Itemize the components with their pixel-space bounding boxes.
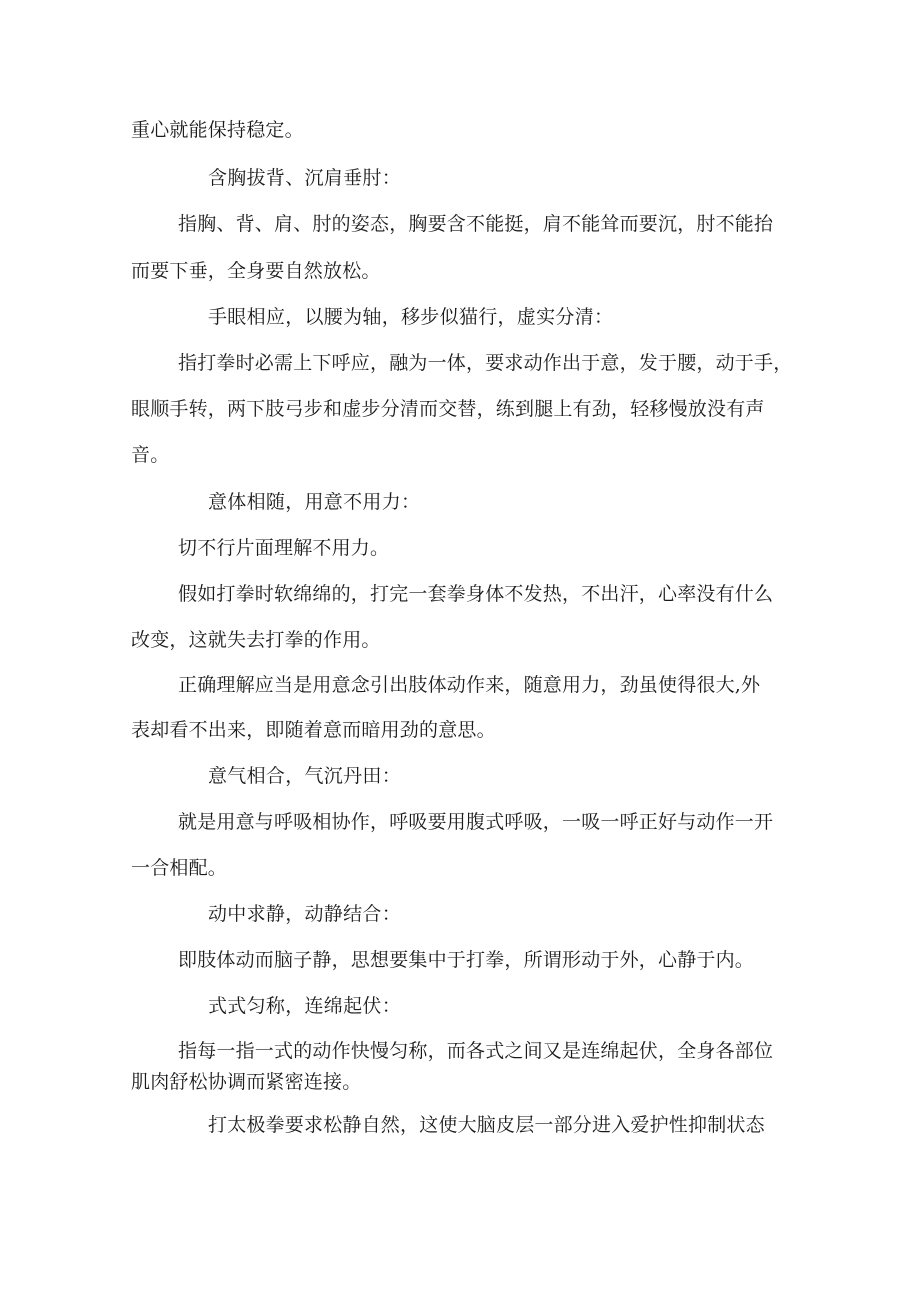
text-line: 改变，这就失去打拳的作用。	[131, 629, 381, 651]
text-line: 指胸、背、肩、肘的姿态，胸要含不能挺，肩不能耸而要沉，肘不能抬	[178, 213, 774, 235]
text-line: 而要下垂，全身要自然放松。	[131, 260, 381, 282]
section-heading: 含胸拔背、沉肩垂肘：	[208, 167, 402, 189]
text-line: 重心就能保持稳定。	[131, 119, 304, 141]
text-line: 一合相配。	[131, 857, 228, 879]
section-heading: 手眼相应，以腰为轴，移步似猫行，虚实分清：	[208, 306, 614, 328]
text-line: 指每一指一式的动作快慢匀称，而各式之间又是连绵起伏，全身各部位	[178, 1040, 774, 1062]
section-heading: 意气相合，气沉丹田：	[208, 765, 402, 787]
section-heading: 式式匀称，连绵起伏：	[208, 995, 402, 1017]
text-line: 肌肉舒松协调而紧密连接。	[131, 1071, 362, 1093]
text-line: 正确理解应当是用意念引出肢体动作来，随意用力，劲虽使得很大,外	[178, 674, 761, 696]
text-line: 眼顺手转，两下肢弓步和虚步分清而交替，练到腿上有劲，轻移慢放没有声	[131, 398, 765, 420]
text-line: 假如打拳时软绵绵的，打完一套拳身体不发热，不出汗，心率没有什么	[178, 583, 774, 605]
text-line: 切不行片面理解不用力。	[178, 537, 390, 559]
text-line: 打太极拳要求松静自然，这使大脑皮层一部分进入爱护性抑制状态	[208, 1114, 765, 1136]
text-line: 就是用意与呼吸相协作，呼吸要用腹式呼吸，一吸一呼正好与动作一开	[178, 811, 774, 833]
text-line: 表却看不出来，即随着意而暗用劲的意思。	[131, 719, 496, 741]
text-line: 指打拳时必需上下呼应，融为一体，要求动作出于意，发于腰，动于手，	[178, 352, 793, 374]
text-line: 即肢体动而脑子静，思想要集中于打拳，所谓形动于外，心静于内。	[178, 949, 755, 971]
section-heading: 动中求静，动静结合：	[208, 903, 402, 925]
text-line: 音。	[131, 444, 170, 466]
section-heading: 意体相随，用意不用力：	[208, 491, 421, 513]
